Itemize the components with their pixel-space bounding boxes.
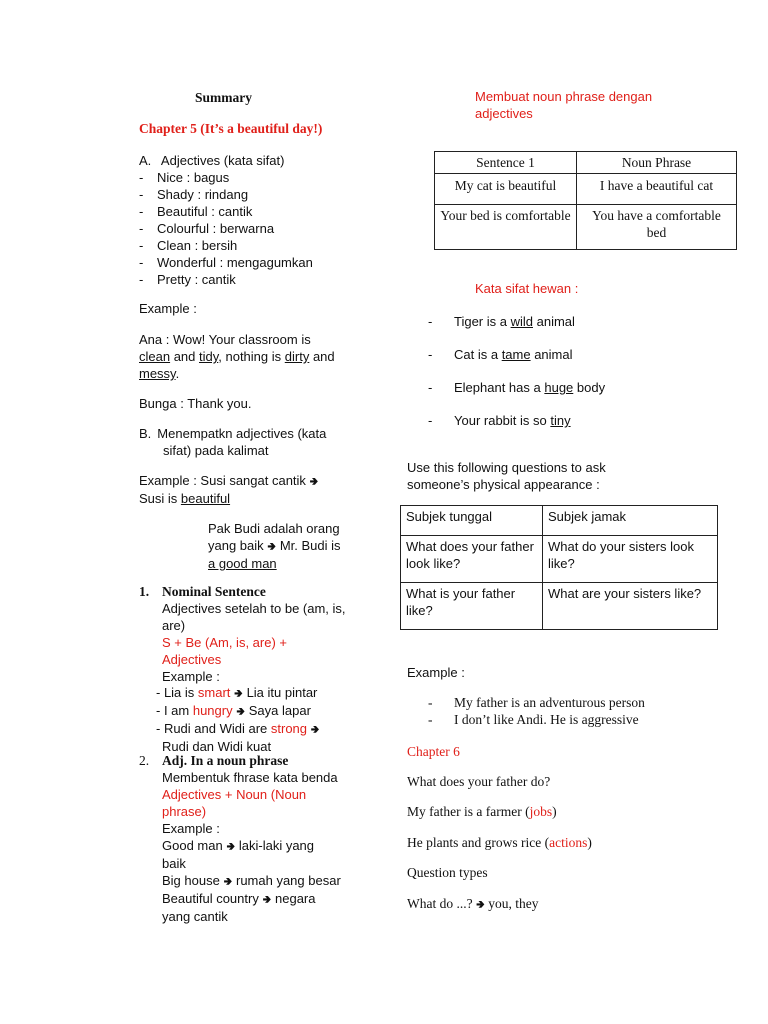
- farmer-c: ): [552, 804, 557, 819]
- list-item: [428, 379, 605, 412]
- beau-a: Beautiful country: [162, 891, 259, 906]
- adjective-text: Clean : bersih: [157, 238, 238, 253]
- word-strong: strong: [270, 721, 308, 736]
- rudi-c: Rudi dan Widi kuat: [162, 739, 272, 754]
- example-label-right: Example :: [407, 665, 465, 680]
- good-b: laki-laki yang: [235, 838, 315, 853]
- use-line1: Use this following questions to ask: [407, 460, 606, 475]
- section-a: [139, 152, 284, 169]
- beau-b: negara: [271, 891, 316, 906]
- list-item: [139, 186, 313, 203]
- section-b: [139, 425, 326, 459]
- example2-line1: Example : Susi sangat cantik: [139, 473, 306, 488]
- word-actions: actions: [549, 835, 588, 850]
- dash-bullet: -: [139, 255, 144, 270]
- table-row: [401, 536, 718, 583]
- hewan-pre: Tiger is a: [454, 314, 511, 329]
- arrow-right-icon: 🢂: [475, 898, 485, 911]
- adj-number: 2.: [139, 753, 150, 768]
- table-row: [401, 583, 718, 630]
- table-header: Subjek tunggal: [401, 506, 543, 536]
- lia-a: - Lia is: [156, 685, 198, 700]
- arrow-right-icon: 🢂: [234, 687, 243, 700]
- noun-phrase-table: [434, 151, 737, 250]
- list-item: [139, 203, 313, 220]
- lia-c: Lia itu pintar: [242, 685, 318, 700]
- nominal-number: 1.: [139, 584, 150, 599]
- hewan-post: animal: [530, 347, 573, 362]
- hewan-pre: Cat is a: [454, 347, 502, 362]
- nominal-formula2: Adjectives: [162, 652, 222, 667]
- plants-a: He plants and grows rice (: [407, 835, 550, 850]
- hewan-post: body: [573, 380, 606, 395]
- list-item: [428, 412, 605, 445]
- table-cell: You have a comfortable bed: [577, 205, 737, 250]
- big-b: rumah yang besar: [232, 873, 341, 888]
- adj-section: [162, 752, 341, 925]
- adjective-text: Shady : rindang: [157, 187, 249, 202]
- arrow-right-icon: 🢂: [310, 723, 320, 736]
- dash-bullet: -: [428, 380, 433, 395]
- table-row: [401, 506, 718, 536]
- plants-c: ): [587, 835, 592, 850]
- dash-bullet: -: [139, 238, 144, 253]
- adjective-text: Wonderful : mengagumkan: [157, 255, 313, 270]
- list-item: [428, 694, 645, 711]
- np-title-line2: adjectives: [475, 106, 533, 121]
- adjective-text: Nice : bagus: [157, 170, 230, 185]
- arrow-right-icon: 🢂: [223, 875, 233, 888]
- pak-line1: Pak Budi adalah orang: [208, 521, 340, 536]
- dash-bullet: -: [139, 221, 144, 236]
- table-cell: Your bed is comfortable: [435, 205, 577, 250]
- pak-line2: yang baik: [208, 538, 264, 553]
- section-b-line1: Menempatkn adjectives (kata: [157, 426, 327, 441]
- beau-c: yang cantik: [162, 909, 228, 924]
- np-title: [475, 88, 652, 122]
- adj-formula2: phrase): [162, 804, 207, 819]
- table-row: [435, 205, 737, 250]
- adj-title: Adj. In a noun phrase: [162, 753, 289, 768]
- list-item: [428, 711, 645, 728]
- adjective-text: Pretty : cantik: [157, 272, 236, 287]
- hewan-post: animal: [533, 314, 575, 329]
- hewan-adjective: huge: [544, 380, 574, 395]
- hewan-adjective: tiny: [550, 413, 571, 428]
- nominal-line2: are): [162, 618, 186, 633]
- ana-dialogue: [139, 331, 369, 382]
- section-b-letter: B.: [139, 426, 152, 441]
- table-cell: I have a beautiful cat: [577, 174, 737, 205]
- father-do: What does your father do?: [407, 774, 551, 789]
- plants-line: [407, 834, 592, 851]
- appearance-table: [400, 505, 718, 630]
- examples-list: [428, 694, 645, 728]
- example-text: My father is an adventurous person: [454, 695, 645, 710]
- pak-line3: a good man: [208, 556, 277, 571]
- dash-bullet: -: [139, 272, 144, 287]
- word-clean: clean: [139, 349, 171, 364]
- list-item: [428, 313, 605, 346]
- iam-c: Saya lapar: [245, 703, 311, 718]
- hewan-pre: Elephant has a: [454, 380, 545, 395]
- dash-bullet: -: [428, 695, 433, 710]
- chapter6-title: Chapter 6: [407, 744, 460, 759]
- table-row: [435, 174, 737, 205]
- example2-prefix: Susi is: [139, 491, 181, 506]
- dash-bullet: -: [139, 170, 144, 185]
- word-tidy: tidy: [199, 349, 219, 364]
- bunga-line: Bunga : Thank you.: [139, 396, 252, 411]
- list-item: [428, 346, 605, 379]
- text-and2: and: [309, 349, 335, 364]
- ana-line2: [139, 348, 369, 365]
- arrow-right-icon: 🢂: [262, 893, 272, 906]
- whatdo-a: What do ...?: [407, 896, 473, 911]
- arrow-right-icon: 🢂: [236, 705, 246, 718]
- adjective-text: Beautiful : cantik: [157, 204, 253, 219]
- text-nothing: , nothing is: [218, 349, 285, 364]
- chapter5-title: Chapter 5 (It’s a beautiful day!): [139, 121, 323, 136]
- section-a-letter: A.: [139, 153, 152, 168]
- list-item: [139, 237, 313, 254]
- rudi-a: - Rudi and Widi are: [156, 721, 271, 736]
- adjectives-list: [139, 169, 313, 288]
- word-jobs: jobs: [529, 804, 553, 819]
- adjective-text: Colourful : berwarna: [157, 221, 275, 236]
- hewan-list: [428, 313, 605, 445]
- table-cell: What does your father look like?: [401, 536, 543, 583]
- arrow-right-icon: 🢂: [309, 475, 319, 488]
- word-dirty: dirty: [284, 349, 310, 364]
- farmer-line: [407, 803, 557, 820]
- dash-bullet: -: [428, 413, 433, 428]
- farmer-a: My father is a farmer (: [407, 804, 530, 819]
- use-line2: someone’s physical appearance :: [407, 477, 600, 492]
- hewan-pre: Your rabbit is so: [454, 413, 551, 428]
- list-item: [139, 220, 313, 237]
- good-a: Good man: [162, 838, 223, 853]
- section-b-line2: sifat) pada kalimat: [163, 443, 269, 458]
- table-header: Subjek jamak: [543, 506, 718, 536]
- big-a: Big house: [162, 873, 220, 888]
- example-text: I don’t like Andi. He is aggressive: [454, 712, 639, 727]
- whatdo-b: you, they: [484, 896, 539, 911]
- nominal-section: [162, 583, 346, 685]
- table-cell: What are your sisters like?: [543, 583, 718, 630]
- nominal-formula1: S + Be (Am, is, are) +: [162, 635, 287, 650]
- dash-bullet: -: [428, 712, 433, 727]
- list-item: [139, 271, 313, 288]
- dash-bullet: -: [428, 314, 433, 329]
- list-item: [139, 169, 313, 186]
- adj-line1: Membentuk fhrase kata benda: [162, 770, 338, 785]
- text-dot: .: [175, 366, 180, 381]
- dash-bullet: -: [139, 204, 144, 219]
- table-row: [435, 152, 737, 174]
- nominal-example: Example :: [162, 669, 220, 684]
- use-questions: [407, 459, 606, 493]
- dash-bullet: -: [139, 187, 144, 202]
- table-cell: What do your sisters look like?: [543, 536, 718, 583]
- nominal-title: Nominal Sentence: [162, 584, 266, 599]
- example2: [139, 472, 318, 507]
- arrow-right-icon: 🢂: [267, 540, 277, 553]
- example-label: Example :: [139, 301, 197, 316]
- list-item: [139, 254, 313, 271]
- table-header: Sentence 1: [435, 152, 577, 174]
- whatdo-line: [407, 895, 539, 913]
- table-header: Noun Phrase: [577, 152, 737, 174]
- ana-line1: Ana : Wow! Your classroom is: [139, 332, 311, 347]
- iam-a: - I am: [156, 703, 193, 718]
- ana-line3: [139, 365, 369, 382]
- word-beautiful: beautiful: [180, 491, 231, 506]
- word-messy: messy: [139, 366, 176, 381]
- table-cell: My cat is beautiful: [435, 174, 577, 205]
- hewan-adjective: wild: [510, 314, 533, 329]
- section-a-text: Adjectives (kata sifat): [160, 153, 285, 168]
- word-hungry: hungry: [192, 703, 233, 718]
- np-title-line1: Membuat noun phrase dengan: [475, 89, 653, 104]
- arrow-right-icon: 🢂: [226, 840, 236, 853]
- hewan-title: Kata sifat hewan :: [475, 281, 579, 296]
- summary-title: Summary: [195, 90, 252, 105]
- nominal-line1: Adjectives setelah to be (am, is,: [162, 601, 346, 616]
- good-c: baik: [162, 856, 186, 871]
- dash-bullet: -: [428, 347, 433, 362]
- hewan-adjective: tame: [501, 347, 531, 362]
- nominal-examples: [156, 684, 320, 755]
- nominal-num: [139, 583, 149, 600]
- pak-line2b: Mr. Budi is: [276, 538, 341, 553]
- adj-example: Example :: [162, 821, 220, 836]
- table-cell: What is your father like?: [401, 583, 543, 630]
- adj-num: [139, 752, 149, 769]
- pak-budi: [208, 520, 341, 572]
- adj-formula1: Adjectives + Noun (Noun: [162, 787, 307, 802]
- question-types: Question types: [407, 865, 488, 880]
- text-and: and: [170, 349, 199, 364]
- word-smart: smart: [197, 685, 231, 700]
